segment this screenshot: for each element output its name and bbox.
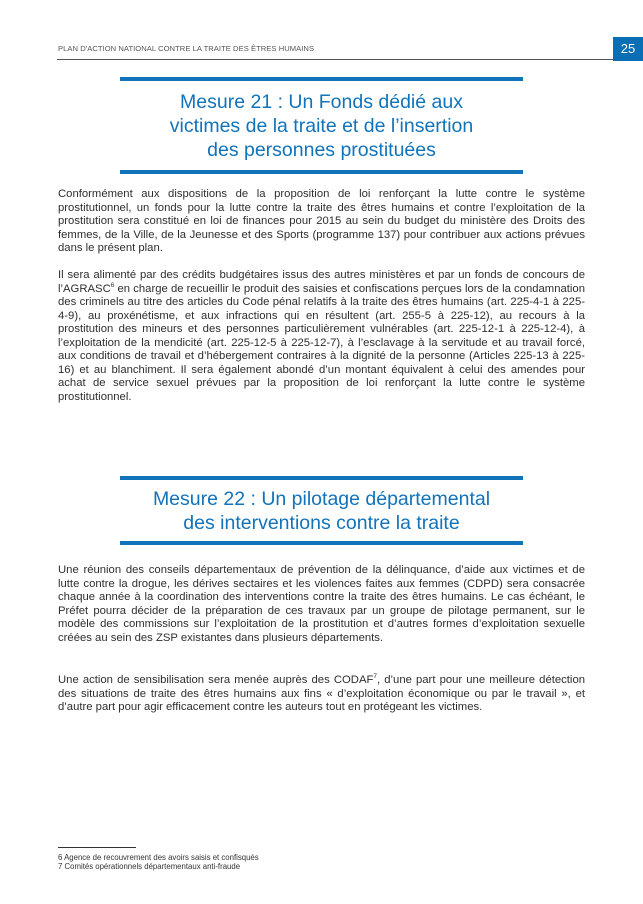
header-rule — [57, 59, 613, 60]
mesure-21-title — [120, 81, 523, 170]
title-line: Mesure 21 : Un Fonds dédié aux — [180, 91, 463, 113]
footnote-ref-7[interactable]: 7 — [373, 673, 378, 680]
footnote-6: 6 Agence de recouvrement des avoirs saisis et confisqués — [58, 853, 259, 862]
mesure-21-paragraph-2 — [58, 269, 585, 404]
title-line: Mesure 22 : Un pilotage départemental — [152, 488, 491, 510]
page-number-badge: 25 — [613, 37, 643, 61]
footnote-separator — [58, 847, 136, 848]
heading-bottom-rule — [120, 541, 523, 545]
heading-bottom-rule — [120, 170, 523, 174]
running-head: PLAN D'ACTION NATIONAL CONTRE LA TRAITE DES ÊTRES HUMAINS — [58, 44, 315, 53]
title-line: victimes de la traite et de l’insertion — [169, 115, 474, 137]
mesure-21-heading — [120, 77, 523, 174]
mesure-22-paragraph-1: Une réunion des conseils départementaux de prévention de la délinquance, d’aide aux victimes et de lutte contre la drogue, les dérives sectaires et les violences faites aux femmes (CDPD) sera consacrée chaque année à la coordination des interventions contre la traite des êtres humains. Le cas échéant, le Préfet pourra décider de la préparation de ces travaux par un groupe de pilotage permanent, sur le modèle des commissions sur l’exploitation de la prostitution et d’autres formes d’exploitation sexuelle créées au sein des ZSP existantes dans plusieurs départements. — [58, 564, 585, 644]
title-line: des interventions contre la traite — [183, 512, 460, 534]
footnote-7: 7 Comités opérationnels départementaux anti-fraude — [58, 862, 241, 871]
text: Il sera alimenté par des crédits budgétaires issus des autres ministères et par un fonds de concours de l’AGRASC — [58, 269, 585, 295]
mesure-21-paragraph-1: Conformément aux dispositions de la proposition de loi renforçant la lutte contre le système prostitutionnel, un fonds pour la lutte contre la traite des êtres humains et contre l’exploitation de la prostitution sera constitué en loi de finances pour 2015 au sein du budget du ministère des Droits des femmes, de la Ville, de la Jeunesse et des Sports (programme 137) pour contribuer aux actions prévues dans le présent plan. — [58, 188, 585, 254]
mesure-22-paragraph-2 — [58, 674, 585, 715]
text: Une action de sensibilisation sera menée auprès des CODAF — [58, 674, 374, 686]
footnote-ref-6[interactable]: 6 — [110, 281, 115, 289]
text: , d’une part pour une meilleure détection des situations de traite des êtres humains aux fins « d’exploitation économique ou par le travail », et d’autre part pour agir efficacement contre les auteurs tout en protégeant les victimes. — [58, 674, 586, 713]
title-line: des personnes prostituées — [207, 139, 436, 161]
mesure-22-heading — [120, 476, 523, 545]
text: en charge de recueillir le produit des saisies et confiscations perçues lors de la condamnation des criminels au titre des articles du Code pénal relatifs à la traite des êtres humains (art. 225-4-1 à 225-4-9), au proxénétisme, et aux infractions qui en résultent (art. 255-5 à 225-12), au recours à la prostitution des mineurs et des personnes particulièrement vulnérables (art. 225-12-1 à 225-12-4), à l’exploitation de la mendicité (art. 225-12-5 à 225-12-7), à l’esclavage à la servitude et au travail forcé, aux conditions de travail et d’hébergement contraires à la dignité de la personne (Articles 225-13 à 225-16) et au blanchiment. Il sera également abondé d’un montant équivalent à celui des amendes pour achat de service sexuel prévues par la proposition de loi renforçant la lutte contre le système prostitutionnel. — [58, 282, 585, 403]
mesure-22-title — [120, 480, 523, 541]
